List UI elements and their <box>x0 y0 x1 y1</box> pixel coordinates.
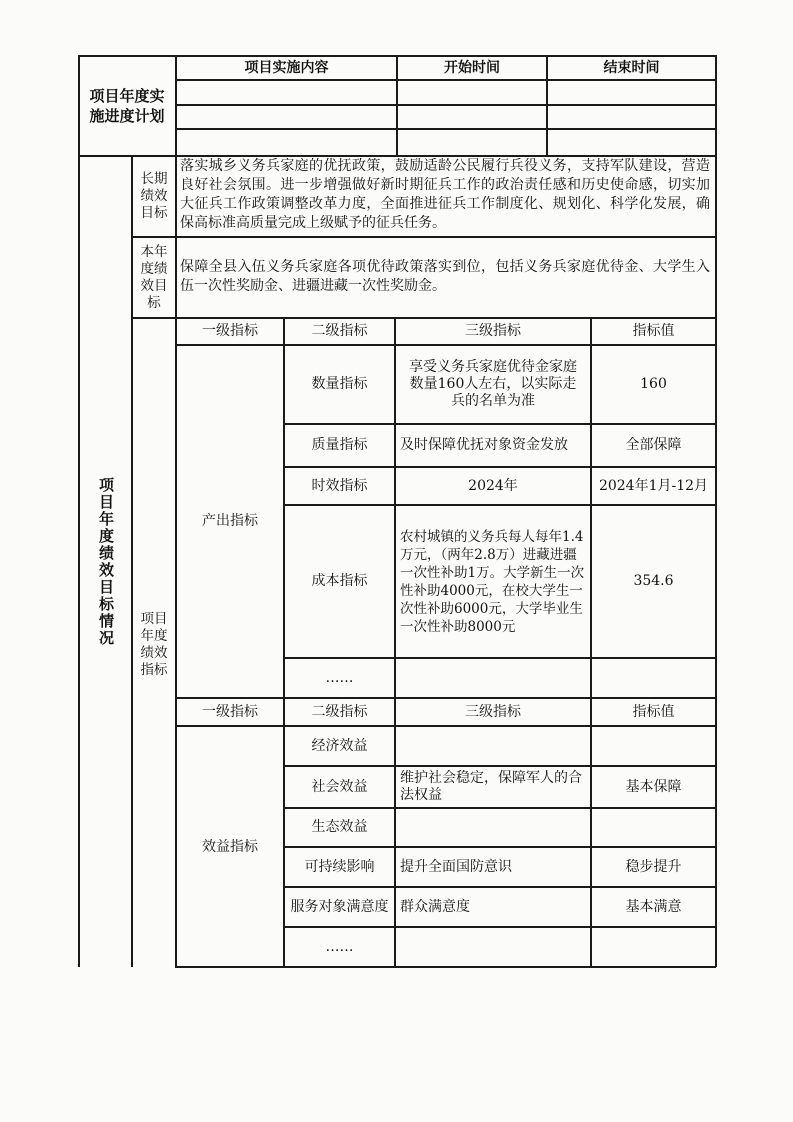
output-value: 354.6 <box>633 573 674 589</box>
annual-goal-label: 本年度绩效目标 <box>140 243 168 311</box>
indicators-label: 项目年度绩效指标 <box>140 611 168 678</box>
header-level1: 一级指标 <box>202 323 258 339</box>
benefit-level2: 生态效益 <box>311 819 368 835</box>
long-term-text: 落实城乡义务兵家庭的优抚政策，鼓励适龄公民履行兵役义务，支持军队建设，营造良好社会氛围。进一步增强做好新时期征兵工作的政治责任感和历史使命感，切实加大征兵工作政策调整改革力度，全面推进征兵工作制度化、规划化、科学化发展，确保高标准高质量完成上级赋予的征兵任务。 <box>180 158 710 231</box>
schedule-header-start: 开始时间 <box>444 59 500 76</box>
header-level1: 一级指标 <box>202 703 258 720</box>
schedule-label: 项目年度实施进度计划 <box>89 87 165 125</box>
benefit-level2: 经济效益 <box>311 737 368 754</box>
benefit-level2: 可持续影响 <box>304 858 375 875</box>
output-level2: 数量指标 <box>311 376 368 392</box>
schedule-header-end: 结束时间 <box>603 59 660 76</box>
benefit-value: 基本保障 <box>625 778 682 795</box>
goals-section-label: 项目年度绩效目标情况 <box>97 477 115 647</box>
header-value: 指标值 <box>632 703 675 720</box>
output-level3: 及时保障优抚对象资金发放 <box>400 437 568 453</box>
output-level2: 成本指标 <box>311 573 368 589</box>
benefit-level2: 服务对象满意度 <box>290 898 389 915</box>
rule <box>131 236 716 238</box>
benefit-level2: 社会效益 <box>311 778 368 795</box>
rule <box>715 55 717 967</box>
rule <box>175 104 716 106</box>
header-level2: 二级指标 <box>311 703 368 720</box>
output-level3: 2024年 <box>468 477 518 494</box>
rule <box>175 128 716 130</box>
header-level2: 二级指标 <box>311 323 368 339</box>
output-level2: …… <box>325 669 354 686</box>
rule <box>175 79 716 81</box>
benefit-indicators-label: 效益指标 <box>202 838 258 855</box>
output-level2: 质量指标 <box>311 437 368 453</box>
output-indicators-label: 产出指标 <box>202 513 258 529</box>
output-value: 2024年1月-12月 <box>598 477 709 494</box>
output-level3: 农村城镇的义务兵每人每年1.4万元，（两年2.8万）进藏进疆一次性补助1万。大学新生一次性补助4000元，在校大学生一次性补助6000元，大学毕业生一次性补助8000元 <box>400 528 585 635</box>
output-level2: 时效指标 <box>311 477 368 494</box>
output-value: 全部保障 <box>625 437 682 453</box>
long-term-label: 长期绩效目标 <box>140 171 168 221</box>
header-level3: 三级指标 <box>465 323 521 339</box>
benefit-level3: 提升全面国防意识 <box>400 858 512 875</box>
output-level3: 享受义务兵家庭优待金家庭数量160人左右，以实际走兵的名单为准 <box>409 359 577 409</box>
benefit-level3: 维护社会稳定，保障军人的合法权益 <box>400 770 582 803</box>
benefit-value: 稳步提升 <box>625 858 682 875</box>
output-value: 160 <box>640 376 667 392</box>
benefit-level3: 群众满意度 <box>400 898 470 915</box>
benefit-value: 基本满意 <box>625 898 682 915</box>
header-level3: 三级指标 <box>465 703 521 720</box>
annual-goal-text: 保障全县入伍义务兵家庭各项优待政策落实到位，包括义务兵家庭优待金、大学生入伍一次性奖励金、进疆进藏一次性奖励金。 <box>180 259 710 294</box>
header-value: 指标值 <box>632 323 675 339</box>
benefit-level2: …… <box>325 938 354 955</box>
schedule-header-content: 项目实施内容 <box>244 59 329 76</box>
